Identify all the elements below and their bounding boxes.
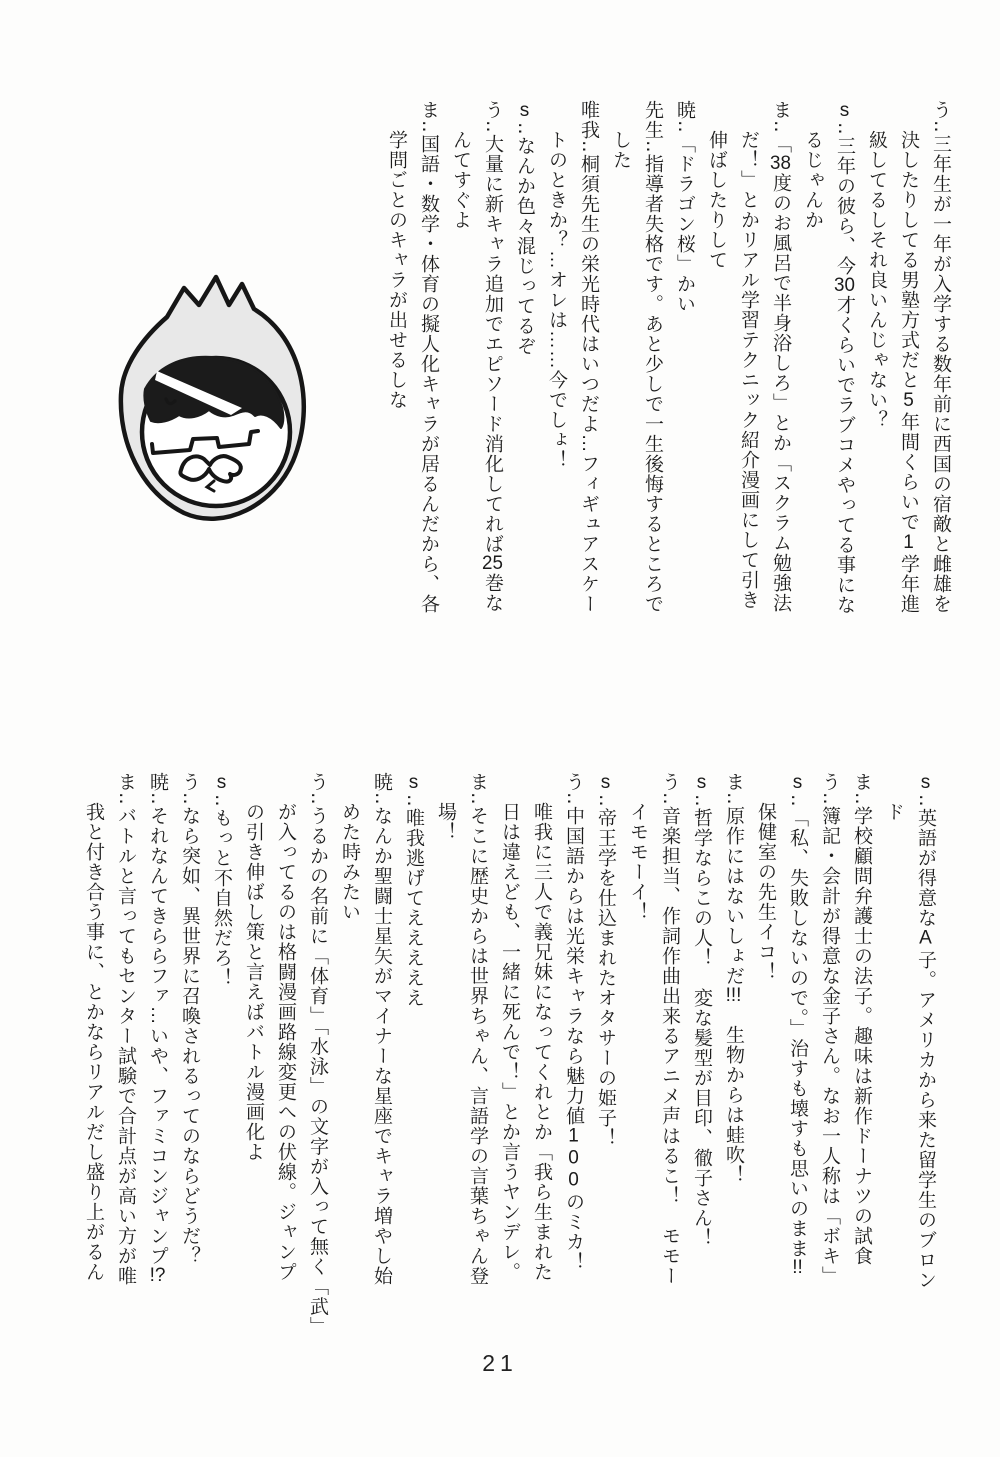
text-column: ド [883, 802, 904, 822]
inline-number-or-latin: A [915, 927, 936, 950]
inline-number-or-latin: !? [149, 1265, 166, 1285]
text-column: 日は違えども、一緒に死んで！」とか言うヤンデレ。 [499, 802, 520, 1282]
text-column: 場！ [435, 802, 456, 842]
inline-number-or-latin: s [595, 772, 616, 794]
text-column: う‥音楽担当、作詞作曲出来るアニメ声はるこ！ モモー [659, 772, 680, 1286]
page-number: 21 [482, 1350, 518, 1376]
inline-number-or-latin: !!! [725, 985, 742, 1005]
text-column: トのときか？…オレは……今でしょ！ [546, 130, 567, 470]
text-column: s‥英語が得意なA子。アメリカから来た留学生のブロン [915, 772, 936, 1290]
text-column: 保健室の先生イコ！ [755, 802, 776, 982]
inline-number-or-latin: s [403, 772, 424, 794]
inline-number-or-latin: s [915, 772, 936, 794]
text-column: んてすぐよ [450, 130, 471, 230]
text-column: s‥もっと不自然だろ！ [211, 772, 232, 988]
text-column: う‥簿記・会計が得意な金子さん。なお一人称は「ボキ」 [819, 772, 840, 1286]
inline-number-or-latin: s [691, 772, 712, 794]
text-column: 唯我‥桐須先生の栄光時代はいつだよ…フィギュアスケー [578, 100, 599, 614]
text-column: 学問ごとのキャラが出せるしな [386, 130, 407, 410]
text-column: う‥大量に新キャラ追加でエピソード消化してれば25巻な [482, 100, 503, 613]
text-column: 決したりしてる男塾方式だと5年間くらいで1学年進 [898, 130, 919, 614]
text-column: 級してるしそれ良いんじゃない？ [866, 130, 887, 430]
top-text-block [380, 100, 956, 740]
inline-number-or-latin: s [834, 100, 855, 122]
bottom-text-block [77, 772, 941, 1422]
text-column: だ！」とかリアル学習テクニック紹介漫画にして引き [738, 130, 759, 610]
text-column: う‥中国語からは光栄キャラなら魅力値100のミカ！ [563, 772, 584, 1272]
text-column: イモモーイ！ [627, 802, 648, 922]
text-column: s‥「私、失敗しないので。」治すも壊すも思いのまま!! [787, 772, 808, 1278]
text-column: s‥帝王学を仕込まれたオタサーの姫子！ [595, 772, 616, 1148]
text-column: 我と付き合う事に、とかならリアルだし盛り上がるん [83, 802, 104, 1282]
text-column: う‥三年生が一年が入学する数年前に西国の宿敵と雌雄を [930, 100, 951, 614]
text-column: ま‥国語・数学・体育の擬人化キャラが居るんだから、各 [418, 100, 439, 614]
text-column: ま‥「38度のお風呂で半身浴しろ」とか「スクラム勉強法 [770, 100, 791, 613]
text-column: 暁‥「ドラゴン桜」かい [674, 100, 695, 314]
inline-number-or-latin: 5 [898, 390, 919, 412]
text-column: う‥うるかの名前に「体育」「水泳」の文字が入って無く「武」 [307, 772, 328, 1337]
hooded-mustache-man-drawing [112, 268, 312, 530]
text-column: 暁‥なんか聖闘士星矢がマイナーな星座でキャラ増やし始 [371, 772, 392, 1286]
inline-number-or-latin: 25 [482, 553, 503, 573]
text-column: s‥三年の彼ら、今30才くらいでラブコメやってる事にな [834, 100, 855, 615]
text-column: の引き伸ばし策と言えばバトル漫画化よ [243, 802, 264, 1162]
text-column: した [610, 130, 631, 170]
text-column: ま‥そこに歴史からは世界ちゃん、言語学の言葉ちゃん登 [467, 772, 488, 1286]
illustration-hooded-mustache-man [112, 268, 312, 530]
inline-number-or-latin: 1 [898, 532, 919, 554]
text-column: 先生‥指導者失格です。あと少しで一生後悔するところで [642, 100, 663, 614]
text-column: が入ってるのは格闘漫画路線変更への伏線。ジャンプ [275, 802, 296, 1282]
text-column: めた時みたい [339, 802, 360, 922]
text-column: 唯我に三人で義兄妹になってくれとか「我ら生まれた [531, 802, 552, 1282]
text-column: s‥哲学ならこの人！ 変な髪型が目印、徹子さん！ [691, 772, 712, 1248]
text-column: 暁‥それなんてきららファ…いや、ファミコンジャンプ!? [147, 772, 168, 1285]
text-column: う‥なら突如、異世界に召喚されるってのならどうだ？ [179, 772, 200, 1266]
text-column: s‥なんか色々混じってるぞ [514, 100, 535, 356]
inline-number-or-latin: 30 [834, 275, 855, 295]
inline-number-or-latin: s [514, 100, 535, 122]
text-column: s‥唯我逃げてえええええ [403, 772, 424, 1008]
inline-number-or-latin: s [211, 772, 232, 794]
text-column: 伸ばしたりして [706, 130, 727, 270]
text-column: ま‥バトルと言ってもセンター試験で合計点が高い方が唯 [115, 772, 136, 1286]
inline-number-or-latin: !! [792, 1258, 803, 1278]
inline-number-or-latin: 38 [770, 153, 791, 173]
text-column: ま‥学校顧問弁護士の法子。趣味は新作ドーナツの試食 [851, 772, 872, 1266]
text-column: ま‥原作にはないしょだ!!! 生物からは蛙吹！ [723, 772, 744, 1185]
inline-number-or-latin: 100 [563, 1125, 584, 1192]
inline-number-or-latin: s [787, 772, 808, 794]
text-column: るじゃんか [802, 130, 823, 230]
